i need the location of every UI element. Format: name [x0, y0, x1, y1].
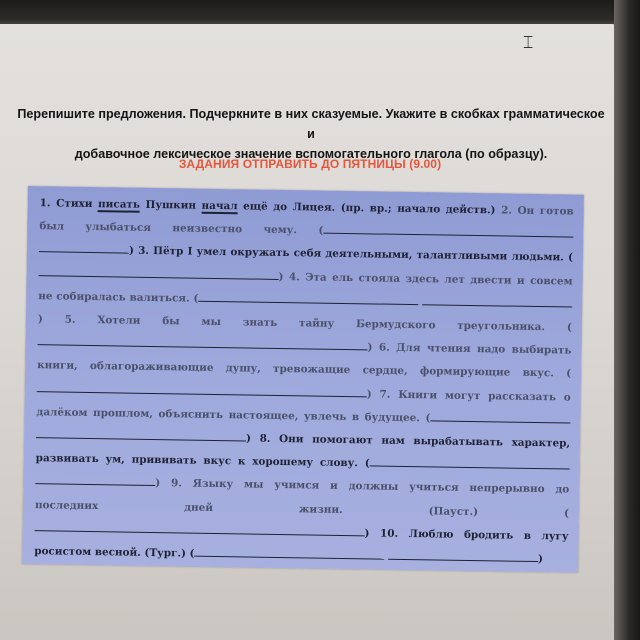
exercise-text [34, 192, 574, 572]
answer-blank [370, 456, 570, 470]
sentence-6: ) 6. Для чтения надо выбирать книги, облагораживающие душу, тревожащие сердце, формирующие вкус. ( [37, 341, 572, 380]
answer-blank [194, 546, 384, 560]
answer-blank [36, 427, 246, 441]
answer-blank [198, 291, 418, 305]
answer-blank [323, 223, 573, 238]
sentence-8: ) 8. Они помогают нам вырабатывать характер, развивать ум, прививать вкус к хорошему слову. ( [35, 432, 571, 470]
answer-blank [39, 265, 279, 280]
instruction-line-1: Перепишите предложения. Подчеркните в них сказуемые. Укажите в скобках грамматическое и [17, 107, 605, 141]
predicate-underlined-1: писать [98, 198, 141, 211]
answer-blank [422, 294, 572, 307]
sentence-4: ) 4. Эта ель стояла здесь лет двести и совсем не собиралась валиться. ( [38, 270, 573, 305]
answer-blank [37, 334, 367, 350]
answer-blank [39, 242, 129, 254]
answer-blank [35, 520, 365, 536]
sentence-1-middle: Пушкин [145, 198, 197, 212]
answer-blank [37, 381, 367, 397]
closing-parenthesis: ) [537, 553, 544, 566]
instruction-line-2: добавочное лексическое значение вспомогательного глагола (по образцу). [74, 147, 548, 161]
sentence-1-number: 1. [39, 197, 51, 210]
sentence-9: ) 9. Языку мы учимся и должны учиться непрерывно до последних дней жизни. (Пауст.) ( [34, 477, 570, 520]
sentence-10: ) 10. Люблю бродить в лугу росистом весной. (Тург.) ( [34, 527, 569, 560]
sentence-5: ) 5. Хотели бы мы знать тайну Бермудского треугольника. ( [37, 313, 572, 334]
task-instruction [12, 104, 610, 164]
text-cursor-icon: ⌶ [523, 33, 534, 53]
sentence-2: 2. Он готов был улыбаться неизвестно чему. ( [39, 204, 574, 237]
sentence-1-start: Стихи [56, 197, 93, 211]
sentence-1-end: ещё до Лицея. (пр. вр.; начало действ.) [243, 200, 496, 217]
answer-blank [35, 474, 155, 487]
sentence-7: ) 7. Книги могут рассказать о далёком прошлом, объяснить настоящее, увлечь в будущее. ( [36, 387, 571, 425]
monitor-bezel-right [614, 0, 640, 640]
answer-blank [430, 410, 570, 423]
deadline-notice: ЗАДАНИЯ ОТПРАВИТЬ ДО ПЯТНИЦЫ (9.00) [178, 157, 442, 171]
textbook-exercise-photo [22, 186, 584, 573]
predicate-underlined-2: начал [201, 199, 238, 213]
sentence-3: ) 3. Пётр I умел окружать себя деятельными, талантливыми людьми. ( [128, 245, 574, 264]
answer-blank [388, 549, 538, 562]
